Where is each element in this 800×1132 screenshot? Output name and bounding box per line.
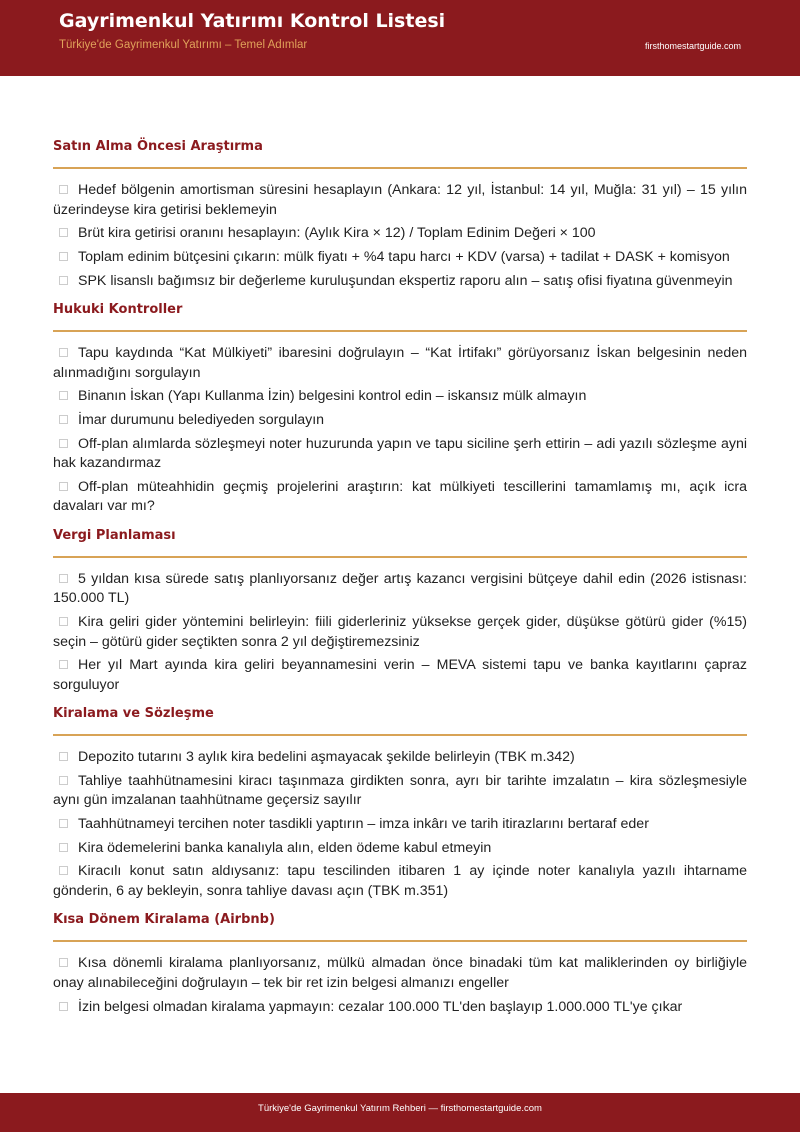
checklist-item-text: SPK lisanslı bağımsız bir değerleme kuruluşundan ekspertiz raporu alın – satış ofisi fiyatına güvenmeyin [78,272,733,289]
checkbox-icon[interactable] [59,819,68,828]
checkbox-icon[interactable] [59,228,68,237]
checkbox-icon[interactable] [59,276,68,285]
checklist-item [53,478,747,517]
checkbox-icon[interactable] [59,574,68,583]
checkbox-icon[interactable] [59,958,68,967]
checklist-item [53,998,747,1018]
checklist-item [53,839,747,859]
checklist-item [53,411,747,431]
checklist-item-text: Kira ödemelerini banka kanalıyla alın, elden ödeme kabul etmeyin [78,839,492,856]
checklist-item-text: Hedef bölgenin amortisman süresini hesaplayın (Ankara: 12 yıl, İstanbul: 14 yıl, Muğla: 31 yıl) – 15 yılın üzerindeyse kira getirisi beklemeyin [53,182,747,218]
checklist-item [53,570,747,609]
section-title: Kiralama ve Sözleşme [53,705,747,736]
section-title: Kısa Dönem Kiralama (Airbnb) [53,911,747,942]
checklist-item-text: İzin belgesi olmadan kiralama yapmayın: cezalar 100.000 TL'den başlayıp 1.000.000 TL'ye çıkar [78,998,683,1015]
checkbox-icon[interactable] [59,415,68,424]
checklist-item-text: Kira geliri gider yöntemini belirleyin: fiili giderleriniz yüksekse gerçek gider, düşükse götürü gider (%15) seçin – götürü gider seçtikten sonra 2 yıl değiştiremezsiniz [53,614,747,650]
checklist-item [53,272,747,292]
checklist-item-text: Tapu kaydında “Kat Mülkiyeti” ibaresini doğrulayın – “Kat İrtifakı” görüyorsanız İskan belgesinin neden alınmadığını sorgulayın [53,345,747,381]
checklist-item [53,248,747,268]
section-pre-purchase-research [53,138,747,291]
checklist-item [53,862,747,901]
checklist-item [53,772,747,811]
checklist-item-text: 5 yıldan kısa sürede satış planlıyorsanız değer artış kazancı vergisini bütçeye dahil edin (2026 istisnası: 150.000 TL) [53,570,747,607]
checklist [53,748,747,901]
checkbox-icon[interactable] [59,439,68,448]
checklist-item-text: Kısa dönemli kiralama planlıyorsanız, mülkü almadan önce binadaki tüm kat maliklerinden oy birliğiyle onay alınabileceğini doğrulayın – tek bir ret izin belgesi almanızı engeller [53,955,747,991]
page-footer: Türkiye'de Gayrimenkul Yatırım Rehberi — firsthomestartguide.com [0,1093,800,1132]
checklist-item-text: Kiracılı konut satın aldıysanız: tapu tescilinden itibaren 1 ay içinde noter kanalıyla yazılı ihtarname gönderin, 6 ay bekleyin, sonra tahliye davası açın (TBK m.351) [53,863,747,899]
checkbox-icon[interactable] [59,617,68,626]
page-subtitle: Türkiye'de Gayrimenkul Yatırımı – Temel Adımlar [59,39,308,51]
page-title: Gayrimenkul Yatırımı Kontrol Listesi [59,10,446,32]
section-title: Satın Alma Öncesi Araştırma [53,138,747,169]
checklist-item [53,748,747,768]
checklist-item [53,344,747,383]
checklist [53,344,747,517]
section-title: Vergi Planlaması [53,527,747,558]
checklist-item-text: Depozito tutarını 3 aylık kira bedelini aşmayacak şekilde belirleyin (TBK m.342) [78,749,575,766]
checklist-item [53,656,747,695]
checkbox-icon[interactable] [59,482,68,491]
checkbox-icon[interactable] [59,660,68,669]
checklist-item-text: Off-plan müteahhidin geçmiş projelerini araştırın: kat mülkiyeti tescillerini tamamlamış mı, açık icra davaları var mı? [53,478,747,515]
section-legal-checks [53,301,747,517]
checkbox-icon[interactable] [59,348,68,357]
section-title: Hukuki Kontroller [53,301,747,332]
checklist-item [53,815,747,835]
checklist-content [53,138,747,1021]
checklist-item [53,387,747,407]
checkbox-icon[interactable] [59,391,68,400]
page-header [0,0,800,76]
checklist-item-text: Her yıl Mart ayında kira geliri beyannamesini verin – MEVA sistemi tapu ve banka kayıtlarını çapraz sorguluyor [53,657,747,693]
checklist [53,570,747,695]
checklist-item-text: Off-plan alımlarda sözleşmeyi noter huzurunda yapın ve tapu siciline şerh ettirin – adi yazılı sözleşme ayni hak kazandırmaz [53,435,747,472]
section-short-term-rental [53,911,747,1017]
checkbox-icon[interactable] [59,752,68,761]
checklist-item [53,954,747,993]
checklist-item-text: İmar durumunu belediyeden sorgulayın [78,411,325,428]
checklist-item [53,435,747,474]
checklist-item [53,181,747,220]
checkbox-icon[interactable] [59,252,68,261]
checkbox-icon[interactable] [59,843,68,852]
checklist-item [53,224,747,244]
section-tax-planning [53,527,747,695]
checkbox-icon[interactable] [59,185,68,194]
checklist-item-text: Toplam edinim bütçesini çıkarın: mülk fiyatı + %4 tapu harcı + KDV (varsa) + tadilat + DASK + komisyon [78,248,730,265]
checklist [53,181,747,291]
checklist-item-text: Tahliye taahhütnamesini kiracı taşınmaza girdikten sonra, ayrı bir tarihte imzalatın – kira sözleşmesiyle aynı gün imzalanan taahhütname geçersiz sayılır [53,772,747,809]
checkbox-icon[interactable] [59,866,68,875]
checklist-item-text: Binanın İskan (Yapı Kullanma İzin) belgesini kontrol edin – iskansız mülk almayın [78,388,587,405]
site-url[interactable]: firsthomestartguide.com [644,41,741,51]
checkbox-icon[interactable] [59,776,68,785]
checklist-item [53,613,747,652]
checkbox-icon[interactable] [59,1002,68,1011]
checklist-item-text: Brüt kira getirisi oranını hesaplayın: (Aylık Kira × 12) / Toplam Edinim Değeri × 100 [78,225,596,242]
section-rental-and-contract [53,705,747,901]
checklist [53,954,747,1017]
checklist-item-text: Taahhütnameyi tercihen noter tasdikli yaptırın – imza inkârı ve tarih itirazlarını bertaraf eder [78,816,649,833]
